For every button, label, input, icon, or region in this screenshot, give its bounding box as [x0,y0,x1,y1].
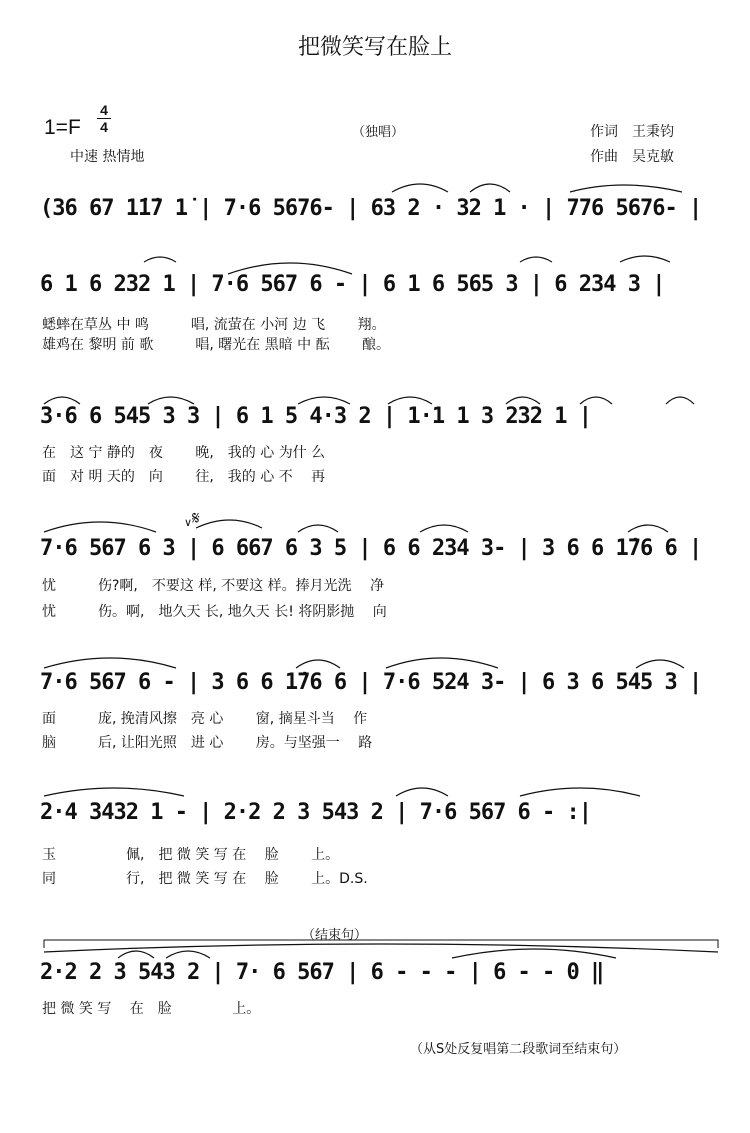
lyrics-row-4-verse-1: 忧 伤?啊, 不要这 样, 不要这 样。捧月光洗 净 [42,578,385,594]
notation-row-2: 6 1 6 232 1 | 7·6 567 6 - | 6 1 6 565 3 | 6 234 3 | [40,272,665,297]
lyrics-row-7-verse-1: 把 微 笑 写 在 脸 上。 [42,1001,261,1017]
performance-type: （独唱） [352,125,405,140]
lyrics-row-6-verse-2: 同 行, 把 微 笑 写 在 脸 上。D.S. [42,871,368,887]
lyrics-row-3-verse-1: 在 这 宁 静的 夜 晚, 我的 心 为什 么 [42,445,326,461]
meter-bottom: 4 [97,118,111,135]
lyrics-row-6-verse-1: 玉 佩, 把 微 笑 写 在 脸 上。 [42,847,340,863]
footnote: （从S处反复唱第二段歌词至结束句） [410,1042,627,1057]
meter-top: 4 [100,102,108,118]
segno-sign: 𝄋 [192,508,200,529]
lyrics-row-4-verse-2: 忧 伤。啊, 地久天 长, 地久天 长! 将阴影抛 向 [42,604,387,620]
composer-credit: 作曲 吴克敏 [590,149,674,165]
lyrics-row-2-verse-1: 蟋蟀在草丛 中 鸣 唱, 流萤在 小河 边 飞 翔。 [42,317,386,333]
notation-row-3: 3·6 6 545 3 3 | 6 1 5 4·3 2 | 1·1 1 3 232 1 | [40,404,592,429]
notation-row-5: 7·6 567 6 - | 3 6 6 1̇76 6 | 7·6 524 3- | 6 3 6 545 3 | [40,670,702,695]
lyrics-row-3-verse-2: 面 对 明 天的 向 往, 我的 心 不 再 [42,469,326,485]
key-signature: 1=F [44,116,81,139]
song-title: 把微笑写在脸上 [297,35,452,60]
ending-label: （结束句） [302,928,368,943]
notation-row-7: 2·2 2 3 543 2 | 7· 6 567 | 6 - - - | 6 - - 0 ‖ [40,960,604,985]
lyrics-row-5-verse-2: 脑 后, 让阳光照 进 心 房。与坚强一 路 [42,735,373,751]
breath-mark: ∨ [184,516,193,529]
lyrics-row-2-verse-2: 雄鸡在 黎明 前 歌 唱, 曙光在 黑暗 中 酝 酿。 [42,337,391,353]
notation-row-6: 2·4 3432 1 - | 2·2 2 3 543 2 | 7·6 567 6 - :| [40,800,592,825]
notation-row-1: (36 67 1̇1̇7 1̇ | 7·6 5676- | 63 2 · 32 1 · | 776 5676- | [40,196,702,221]
lyricist-credit: 作词 王秉钧 [590,124,674,140]
notation-row-4: 7·6 567 6 3 | 6 667 6 3 5 | 6 6 234 3- | 3 6 6 1̇76 6 | [40,536,702,561]
tempo-marking: 中速 热情地 [70,149,145,165]
lyrics-row-5-verse-1: 面 庞, 挽清风擦 亮 心 窗, 摘星斗当 作 [42,711,368,727]
